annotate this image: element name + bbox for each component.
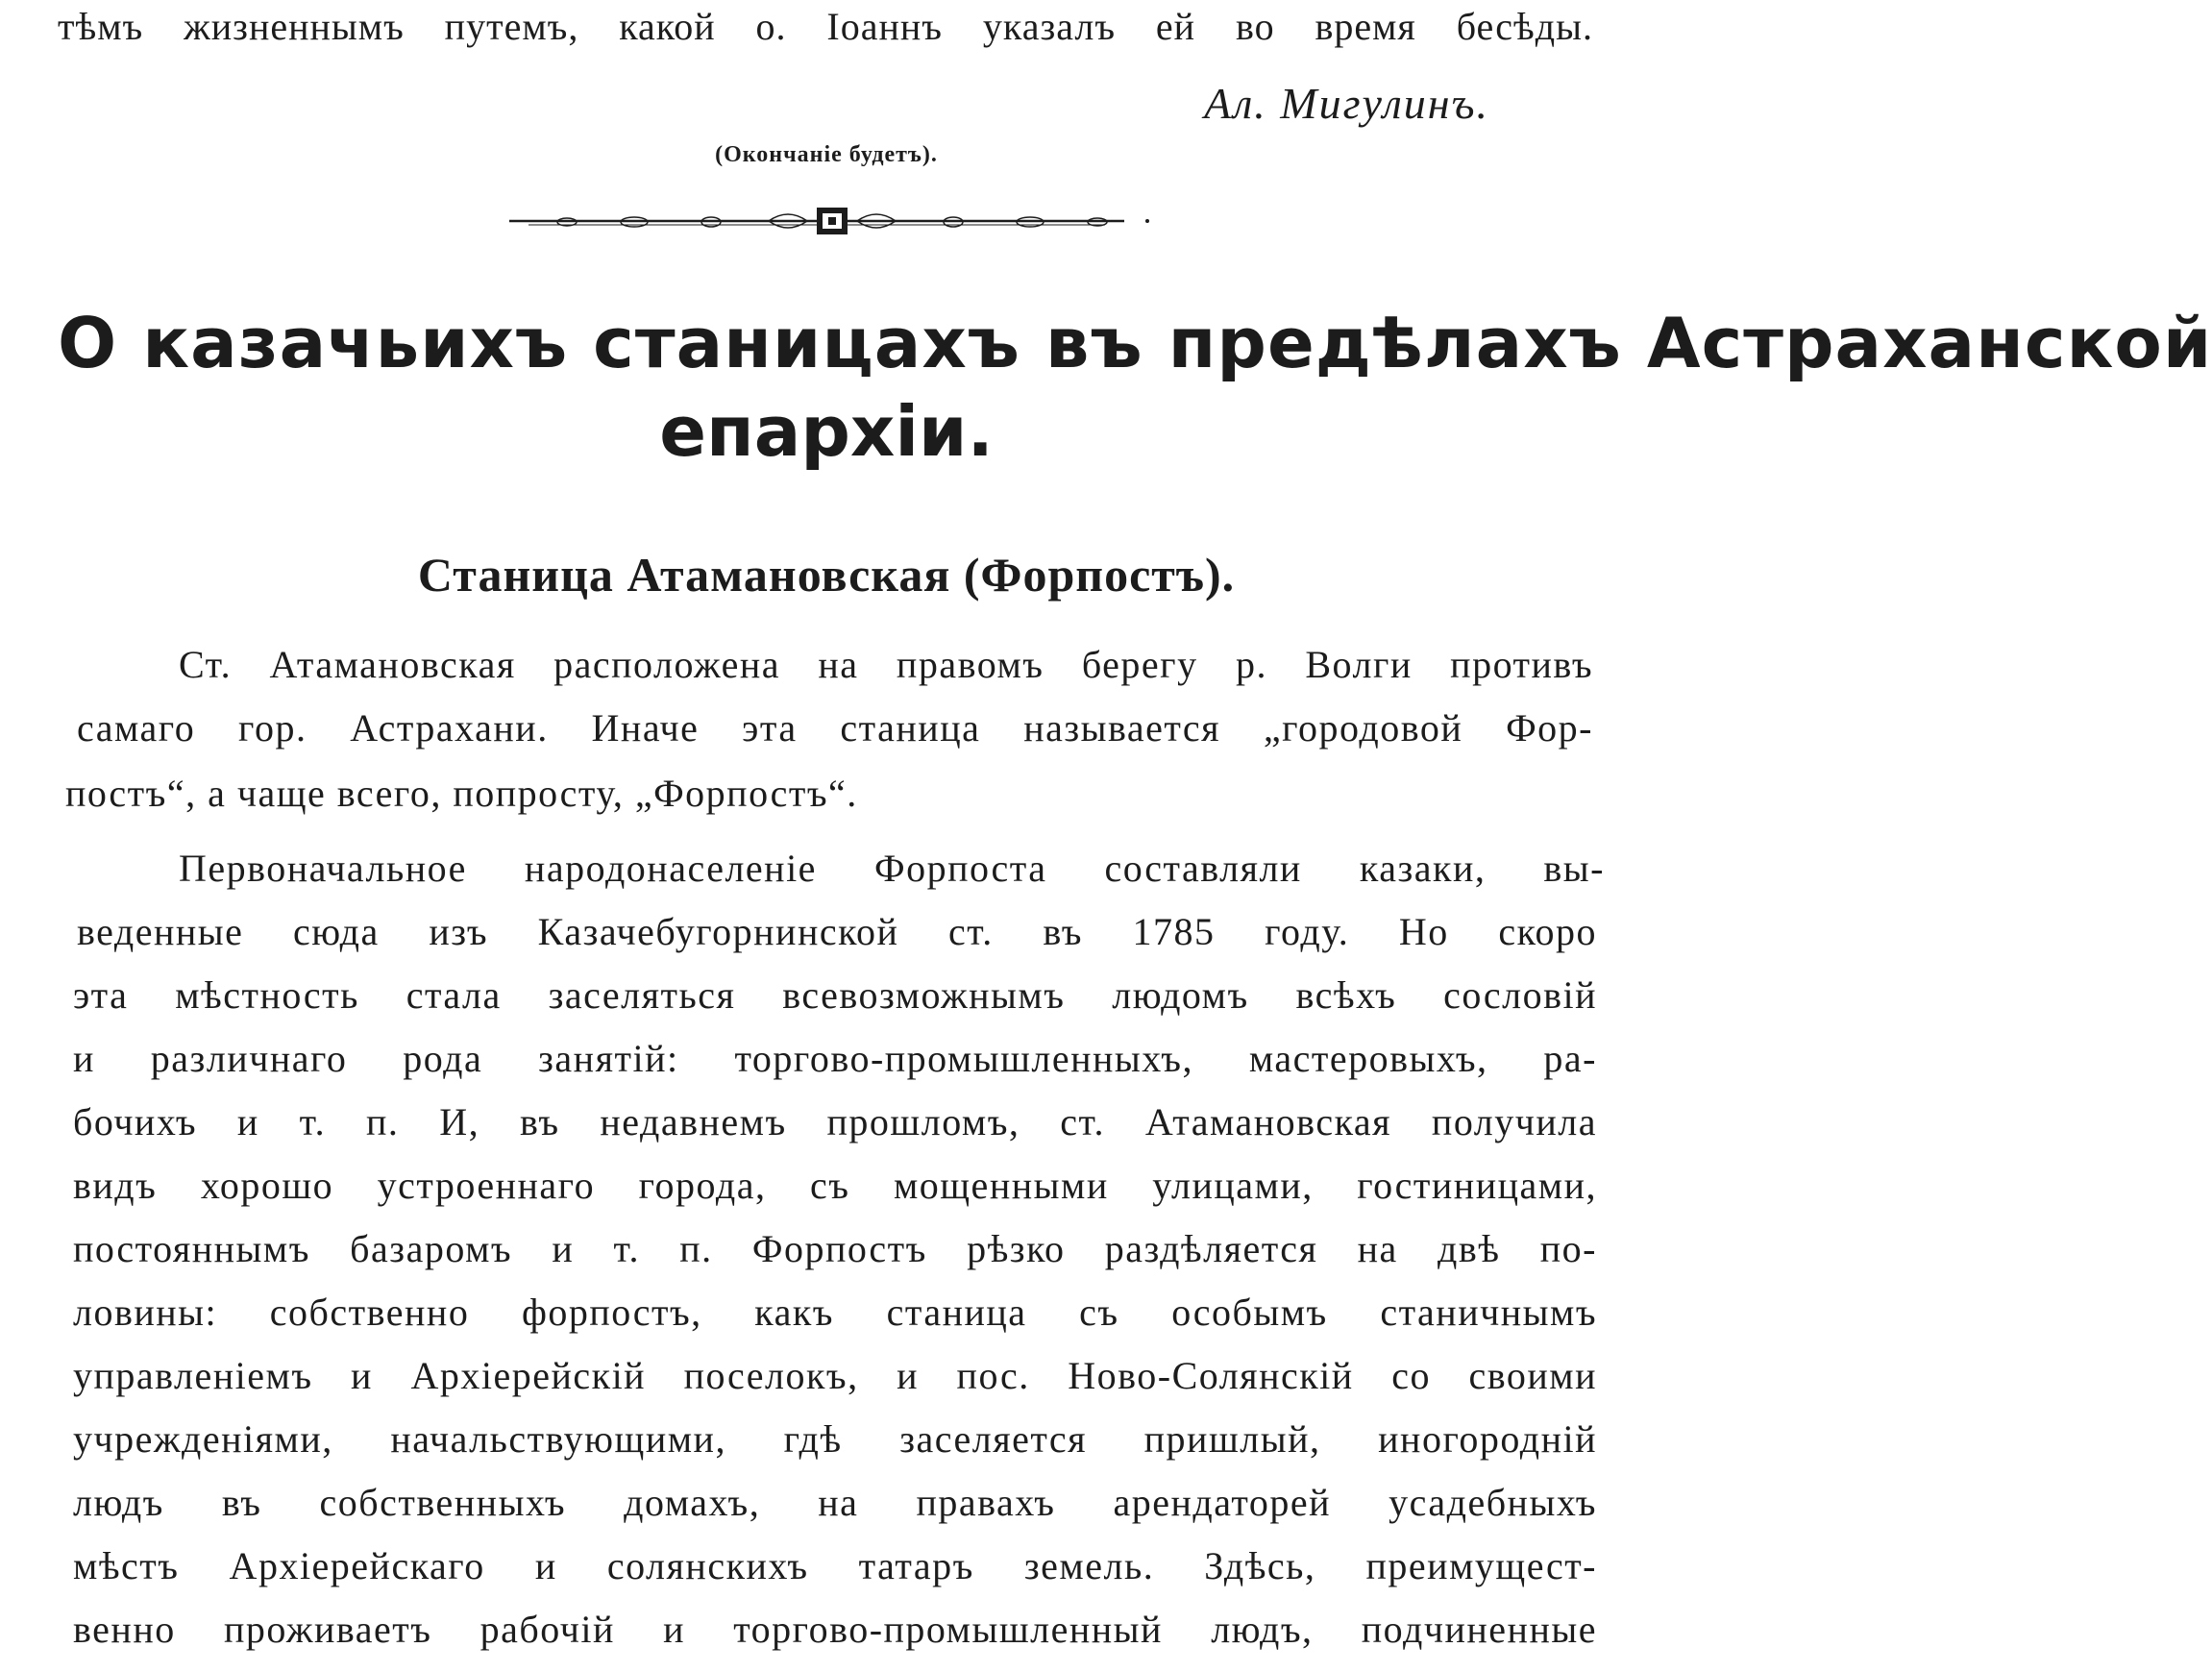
continued-note: (Окончаніе будетъ). (715, 142, 938, 167)
paragraph-2-line-2: веденные сюда изъ Казачебугорнинской ст. въ 1785 году. Но скоро (77, 910, 1597, 953)
paragraph-1-line-1: Ст. Атамановская расположена на правомъ берегу р. Волги противъ (179, 643, 1593, 686)
article-title-line-2: епархіи. (659, 391, 994, 472)
section-title: Станица Атамановская (Форпостъ). (417, 548, 1236, 602)
paragraph-2-line-3: эта мѣстность стала заселяться всевозможнымъ людомъ всѣхъ сословій (73, 973, 1597, 1017)
paragraph-2-line-5: бочихъ и т. п. И, въ недавнемъ прошломъ, ст. Атамановская получила (73, 1100, 1597, 1143)
paragraph-2-line-11: людъ въ собственныхъ домахъ, на правахъ арендаторей усадебныхъ (73, 1481, 1597, 1524)
ornamental-divider-icon (509, 202, 1155, 240)
paragraph-2-line-6: видъ хорошо устроеннаго города, съ мощенными улицами, гостиницами, (73, 1164, 1597, 1207)
paragraph-2-line-12: мѣстъ Архіерейскаго и солянскихъ татаръ земель. Здѣсь, преимущест- (73, 1544, 1597, 1587)
article-title-line-1: О казачьихъ станицахъ въ предѣлахъ Астраханской (58, 303, 2212, 383)
previous-article-last-line: тѣмъ жизненнымъ путемъ, какой о. Іоаннъ указалъ ей во время бесѣды. (58, 5, 1593, 48)
paragraph-1-line-3: постъ“, а чаще всего, попросту, „Форпостъ“. (65, 772, 858, 815)
paragraph-2-line-10: учрежденіями, начальствующими, гдѣ заселяется пришлый, иногородній (73, 1417, 1597, 1461)
paragraph-2-line-9: управленіемъ и Архіерейскій поселокъ, и пос. Ново-Солянскій со своими (73, 1354, 1597, 1397)
paragraph-2-line-1: Первоначальное народонаселеніе Форпоста составляли казаки, вы- (179, 847, 1605, 890)
paragraph-1-line-2: самаго гор. Астрахани. Иначе эта станица называется „городовой Фор- (77, 706, 1593, 750)
paragraph-2-line-7: постояннымъ базаромъ и т. п. Форпостъ рѣзко раздѣляется на двѣ по- (73, 1227, 1597, 1270)
paragraph-2-line-4: и различнаго рода занятій: торгово-промышленныхъ, мастеровыхъ, ра- (73, 1037, 1597, 1080)
paragraph-2-line-8: ловины: собственно форпостъ, какъ станица съ особымъ станичнымъ (73, 1291, 1597, 1334)
paragraph-2-line-13: венно проживаетъ рабочій и торгово-промышленный людъ, подчиненные (73, 1608, 1597, 1651)
author-signature: Ал. Мигулинъ. (1204, 79, 1489, 128)
